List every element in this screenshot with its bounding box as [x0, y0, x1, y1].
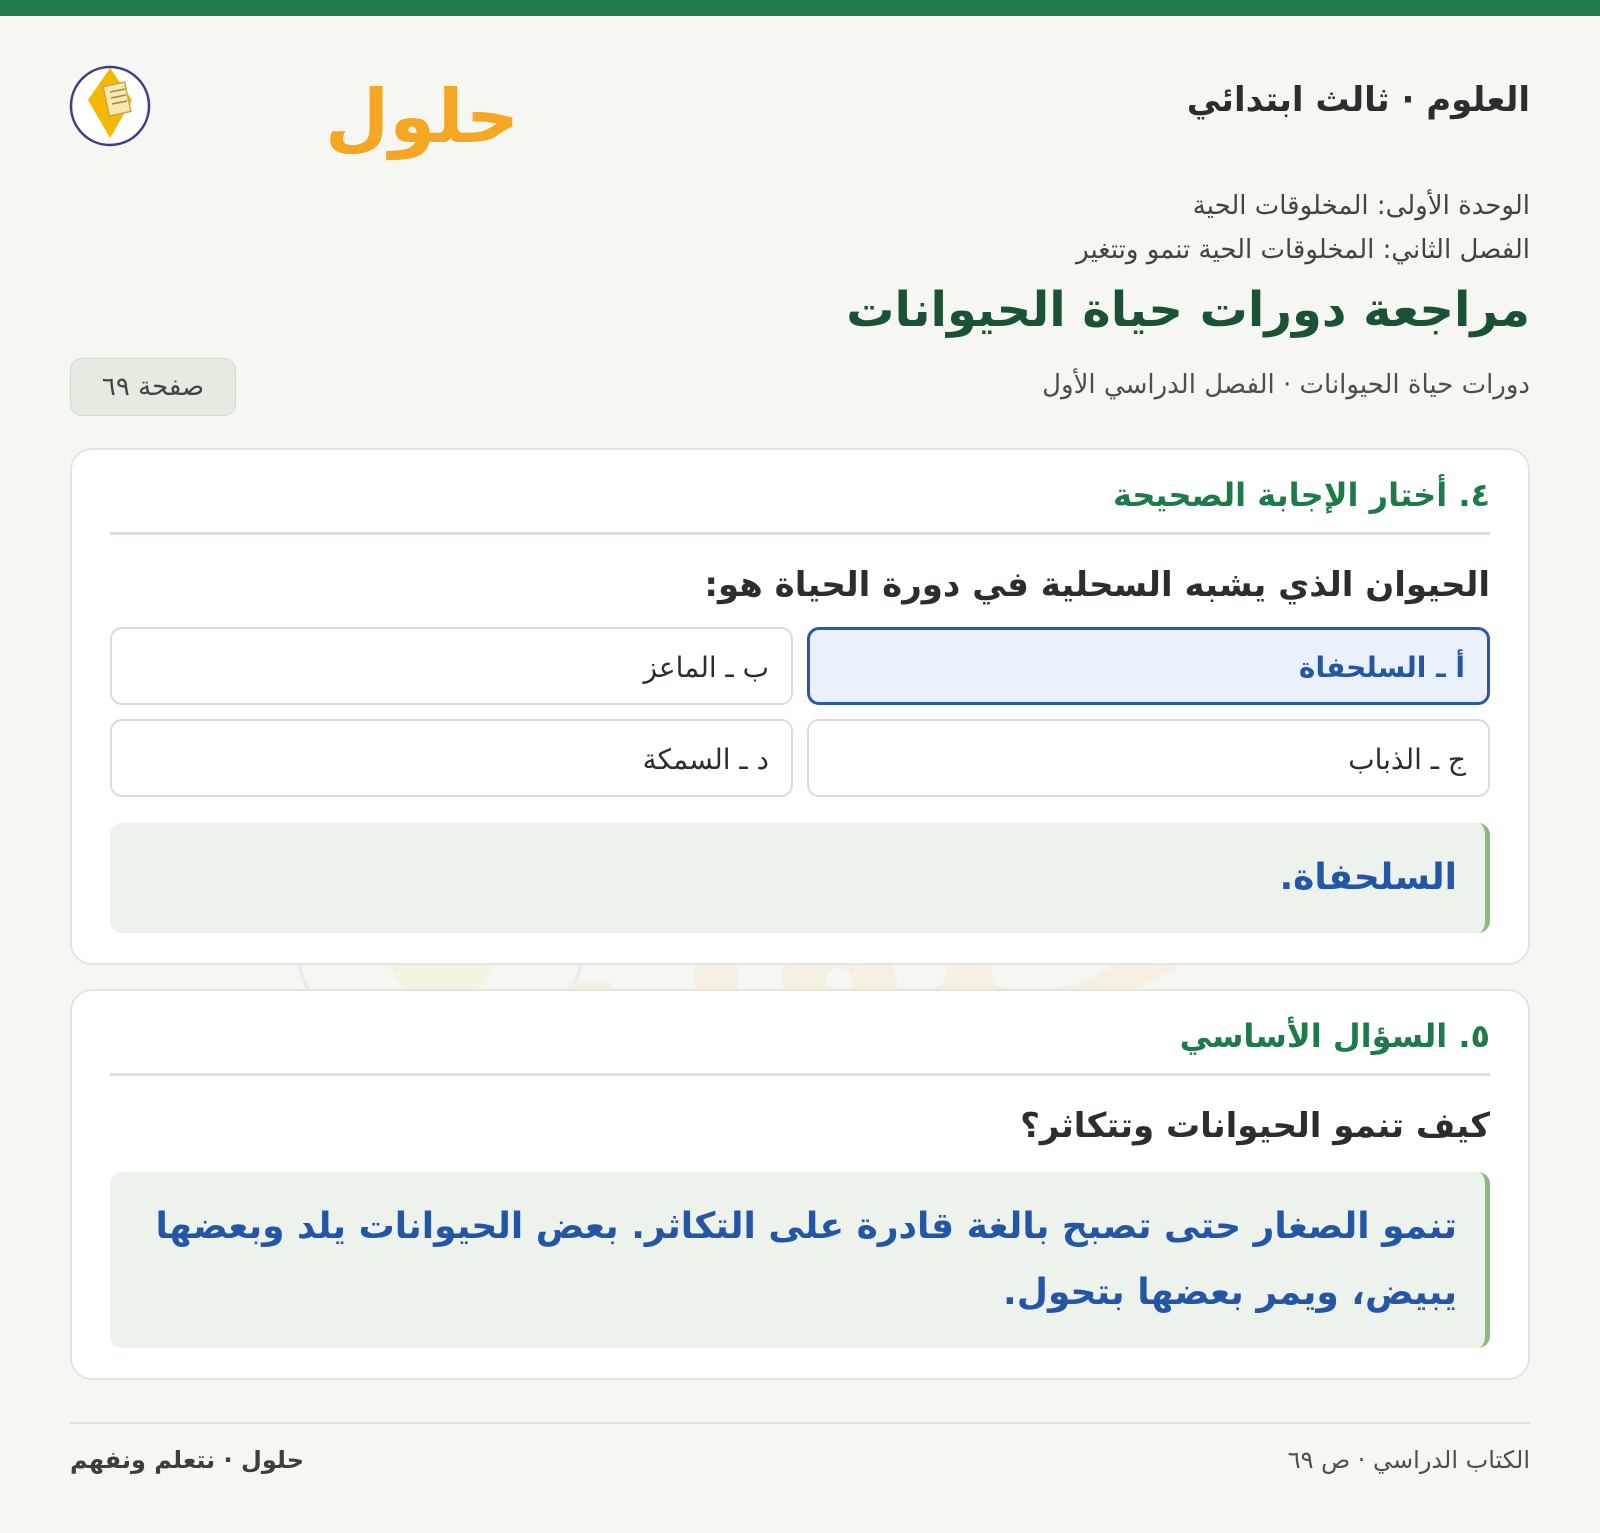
- unit-label: الوحدة الأولى: المخلوقات الحية: [1192, 191, 1530, 221]
- option-c[interactable]: ج ـ الذباب: [807, 719, 1490, 797]
- question-5-title: ٥. السؤال الأساسي: [110, 1017, 1490, 1076]
- question-4-text: الحيوان الذي يشبه السحلية في دورة الحياة هو:: [704, 565, 1490, 605]
- info-row: [70, 358, 1530, 418]
- subject-title: العلوم · ثالث ابتدائي: [1186, 80, 1530, 120]
- question-4-answer: السلحفاة.: [110, 823, 1490, 933]
- question-card-5: [70, 989, 1530, 1380]
- footer-brand: حلول · نتعلم ونفهم: [70, 1446, 304, 1474]
- page: [70, 16, 1530, 1533]
- svg-text:حلول: حلول: [325, 74, 520, 160]
- top-accent-bar: [0, 0, 1600, 16]
- question-5-text: كيف تنمو الحيوانات وتتكاثر؟: [1020, 1106, 1490, 1146]
- question-5-answer: تنمو الصغار حتى تصبح بالغة قادرة على التكاثر. بعض الحيوانات يلد وبعضها يبيض، ويمر بعضها بتحول.: [110, 1172, 1490, 1348]
- chapter-label: الفصل الثاني: المخلوقات الحية تنمو وتتغير: [1076, 235, 1530, 265]
- hulul-logo: [70, 46, 520, 166]
- footer-book-ref: الكتاب الدراسي · ص ٦٩: [1287, 1446, 1530, 1474]
- lesson-title: مراجعة دورات حياة الحيوانات: [846, 282, 1530, 338]
- answer-options: [110, 627, 1490, 797]
- question-card-4: [70, 448, 1530, 965]
- breadcrumb: دورات حياة الحيوانات · الفصل الدراسي الأول: [1042, 370, 1530, 400]
- header: [70, 16, 1530, 160]
- option-b[interactable]: ب ـ الماعز: [110, 627, 793, 705]
- page-badge: صفحة ٦٩: [70, 358, 236, 416]
- question-4-title: ٤. أختار الإجابة الصحيحة: [110, 476, 1490, 535]
- option-a[interactable]: أ ـ السلحفاة: [807, 627, 1490, 705]
- footer: [70, 1422, 1530, 1504]
- option-d[interactable]: د ـ السمكة: [110, 719, 793, 797]
